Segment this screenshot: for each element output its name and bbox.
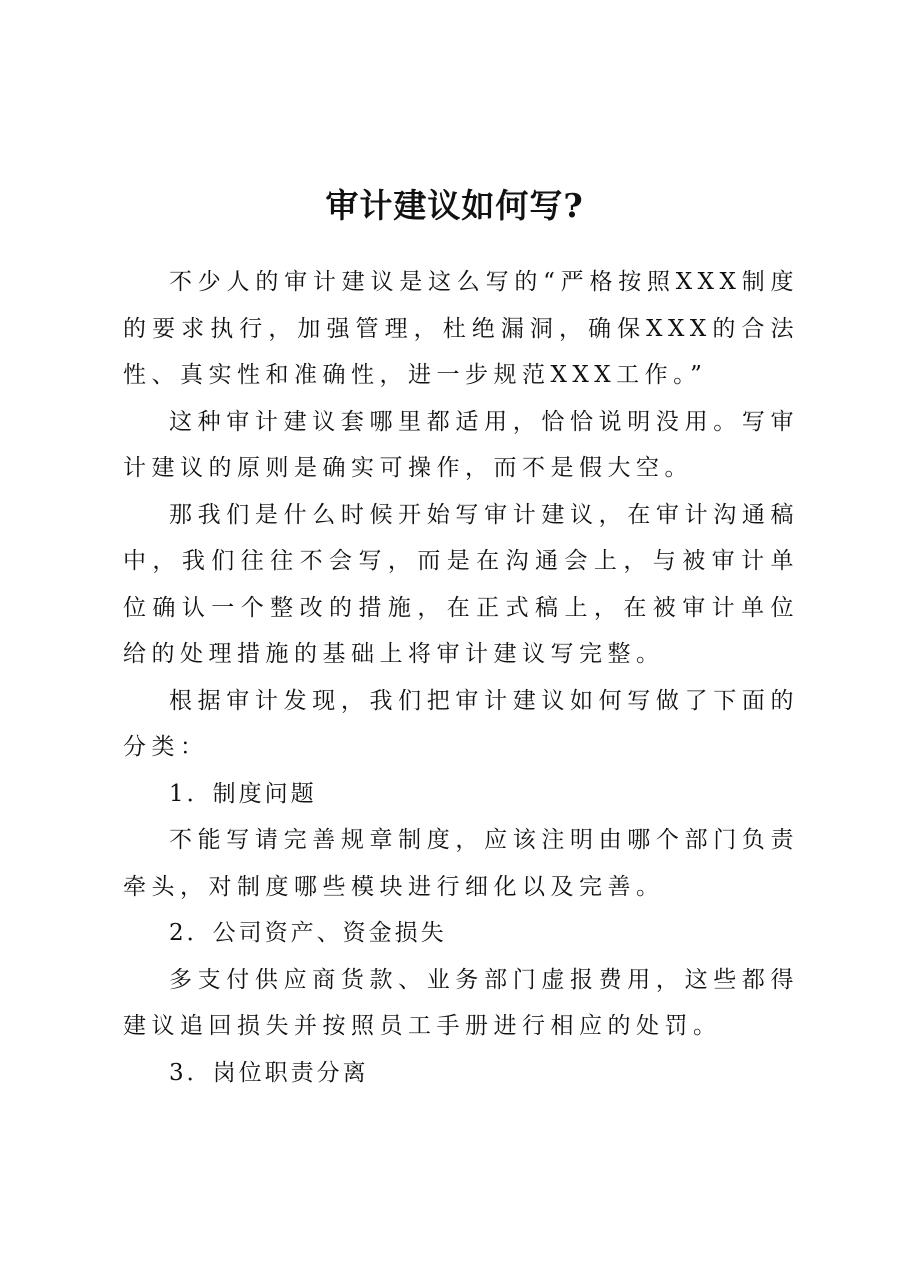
paragraph-section-2: 多支付供应商货款、业务部门虚报费用，这些都得建议追回损失并按照员工手册进行相应的处罚。 [123, 966, 799, 1039]
paragraph-classification: 根据审计发现，我们把审计建议如何写做了下面的分类： [123, 687, 799, 760]
section-heading-2: 2．公司资产、资金损失 [169, 920, 447, 946]
paragraph-timing: 那我们是什么时候开始写审计建议，在审计沟通稿中，我们往往不会写，而是在沟通会上，与被审计单位确认一个整改的措施，在正式稿上，在被审计单位给的处理措施的基础上将审计建议写完整。 [123, 501, 799, 667]
paragraph-critique: 这种审计建议套哪里都适用，恰恰说明没用。写审计建议的原则是确实可操作，而不是假大空。 [123, 408, 799, 481]
section-heading-1: 1．制度问题 [169, 780, 317, 807]
paragraph-intro: 不少人的审计建议是这么写的“严格按照XXX制度的要求执行，加强管理，杜绝漏洞，确保XXX的合法性、真实性和准确性，进一步规范XXX工作。” [123, 269, 799, 388]
document-title: 审计建议如何写? [325, 186, 584, 225]
section-heading-3: 3．岗位职责分离 [169, 1059, 369, 1086]
document-body [123, 259, 799, 1096]
paragraph-section-1: 不能写请完善规章制度，应该注明由哪个部门负责牵头，对制度哪些模块进行细化以及完善。 [123, 827, 799, 900]
